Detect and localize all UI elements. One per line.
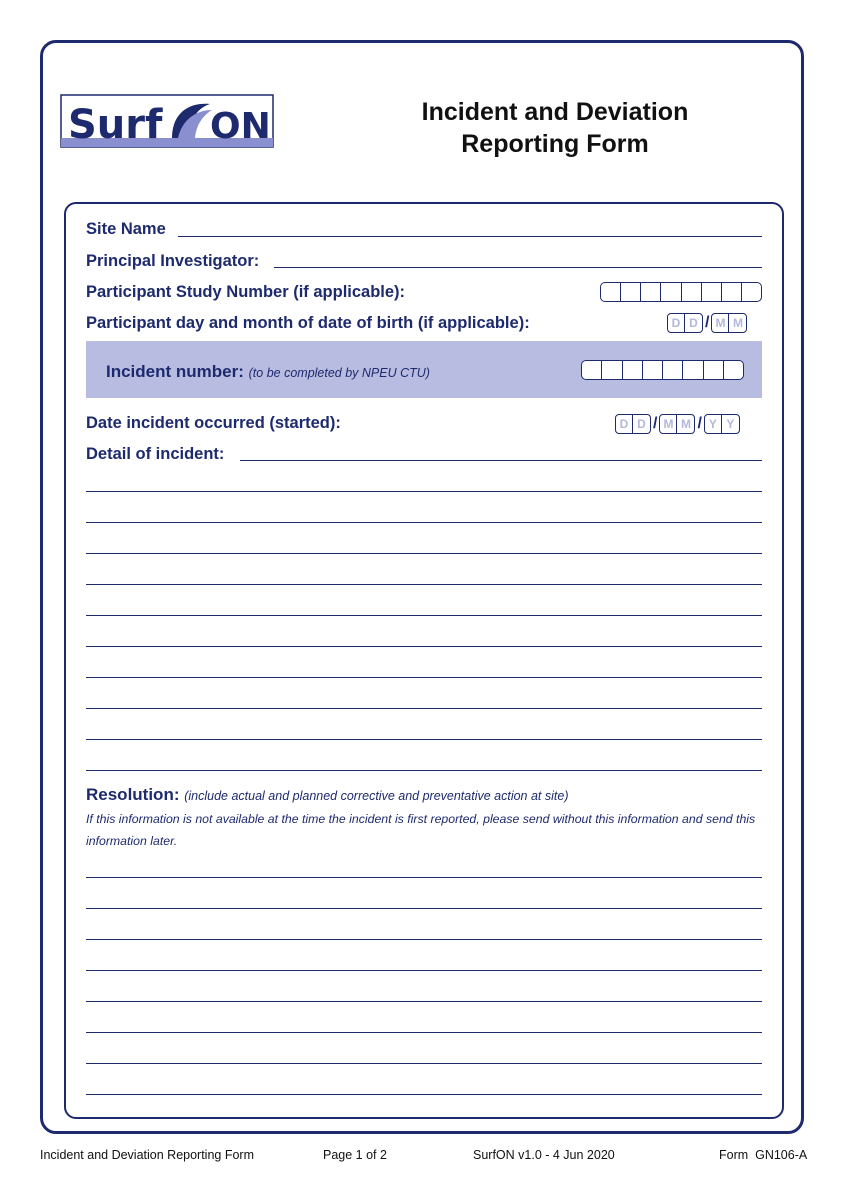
detail-line[interactable] <box>86 522 762 523</box>
date-incident-label: Date incident occurred (started): <box>86 414 341 432</box>
detail-line[interactable] <box>86 708 762 709</box>
resolution-note: (include actual and planned corrective and preventative action at site) <box>184 789 569 803</box>
detail-of-incident-label: Detail of incident: <box>86 445 225 463</box>
principal-investigator-label: Principal Investigator: <box>86 252 260 270</box>
incident-number-label: Incident number: (to be completed by NPEU CTU) <box>106 362 430 381</box>
incident-number-boxes[interactable] <box>581 360 744 380</box>
footer-version: SurfON v1.0 - 4 Jun 2020 <box>473 1148 615 1162</box>
resolution-label: Resolution: (include actual and planned corrective and preventative action at site) <box>86 785 569 804</box>
resolution-line[interactable] <box>86 1001 762 1002</box>
participant-study-number-label: Participant Study Number (if applicable): <box>86 283 406 301</box>
svg-text:ON: ON <box>210 106 271 147</box>
resolution-line[interactable] <box>86 908 762 909</box>
detail-line-first[interactable] <box>240 460 762 461</box>
footer-form-code: Form GN106-A <box>719 1148 808 1162</box>
resolution-line[interactable] <box>86 1032 762 1033</box>
detail-line[interactable] <box>86 553 762 554</box>
footer-form-name: Incident and Deviation Reporting Form <box>40 1148 255 1162</box>
incident-month-box[interactable]: M M <box>659 414 695 434</box>
detail-line[interactable] <box>86 770 762 771</box>
detail-line[interactable] <box>86 491 762 492</box>
resolution-line[interactable] <box>86 970 762 971</box>
incident-day-box[interactable]: D D <box>615 414 651 434</box>
detail-line[interactable] <box>86 584 762 585</box>
detail-line[interactable] <box>86 739 762 740</box>
title-line-2: Reporting Form <box>461 130 649 158</box>
detail-line[interactable] <box>86 615 762 616</box>
resolution-line[interactable] <box>86 1094 762 1095</box>
detail-line[interactable] <box>86 646 762 647</box>
date-incident-boxes[interactable]: D D / M M / Y Y <box>615 414 740 434</box>
dob-day-box[interactable]: D D <box>667 313 703 333</box>
dob-month-box[interactable]: M M <box>711 313 747 333</box>
participant-dob-boxes[interactable]: D D / M M <box>667 313 747 333</box>
resolution-line[interactable] <box>86 877 762 878</box>
surfon-logo <box>60 94 274 148</box>
resolution-line[interactable] <box>86 1063 762 1064</box>
detail-line[interactable] <box>86 677 762 678</box>
resolution-line[interactable] <box>86 939 762 940</box>
svg-text:Surf: Surf <box>68 102 163 148</box>
site-name-field[interactable] <box>178 236 762 237</box>
form-body-border <box>64 202 784 1119</box>
site-name-label: Site Name <box>86 220 166 238</box>
principal-investigator-field[interactable] <box>274 267 762 268</box>
resolution-instructions: If this information is not available at the time the incident is first reported, please send without this information and send this information later. <box>86 812 756 848</box>
incident-number-note: (to be completed by NPEU CTU) <box>248 366 430 380</box>
participant-study-number-boxes[interactable] <box>600 282 762 302</box>
title-line-1: Incident and Deviation <box>421 98 689 126</box>
incident-year-box[interactable]: Y Y <box>704 414 740 434</box>
footer-page-number: Page 1 of 2 <box>323 1148 387 1162</box>
participant-dob-label: Participant day and month of date of birth (if applicable): <box>86 314 530 332</box>
form-title <box>400 96 710 160</box>
